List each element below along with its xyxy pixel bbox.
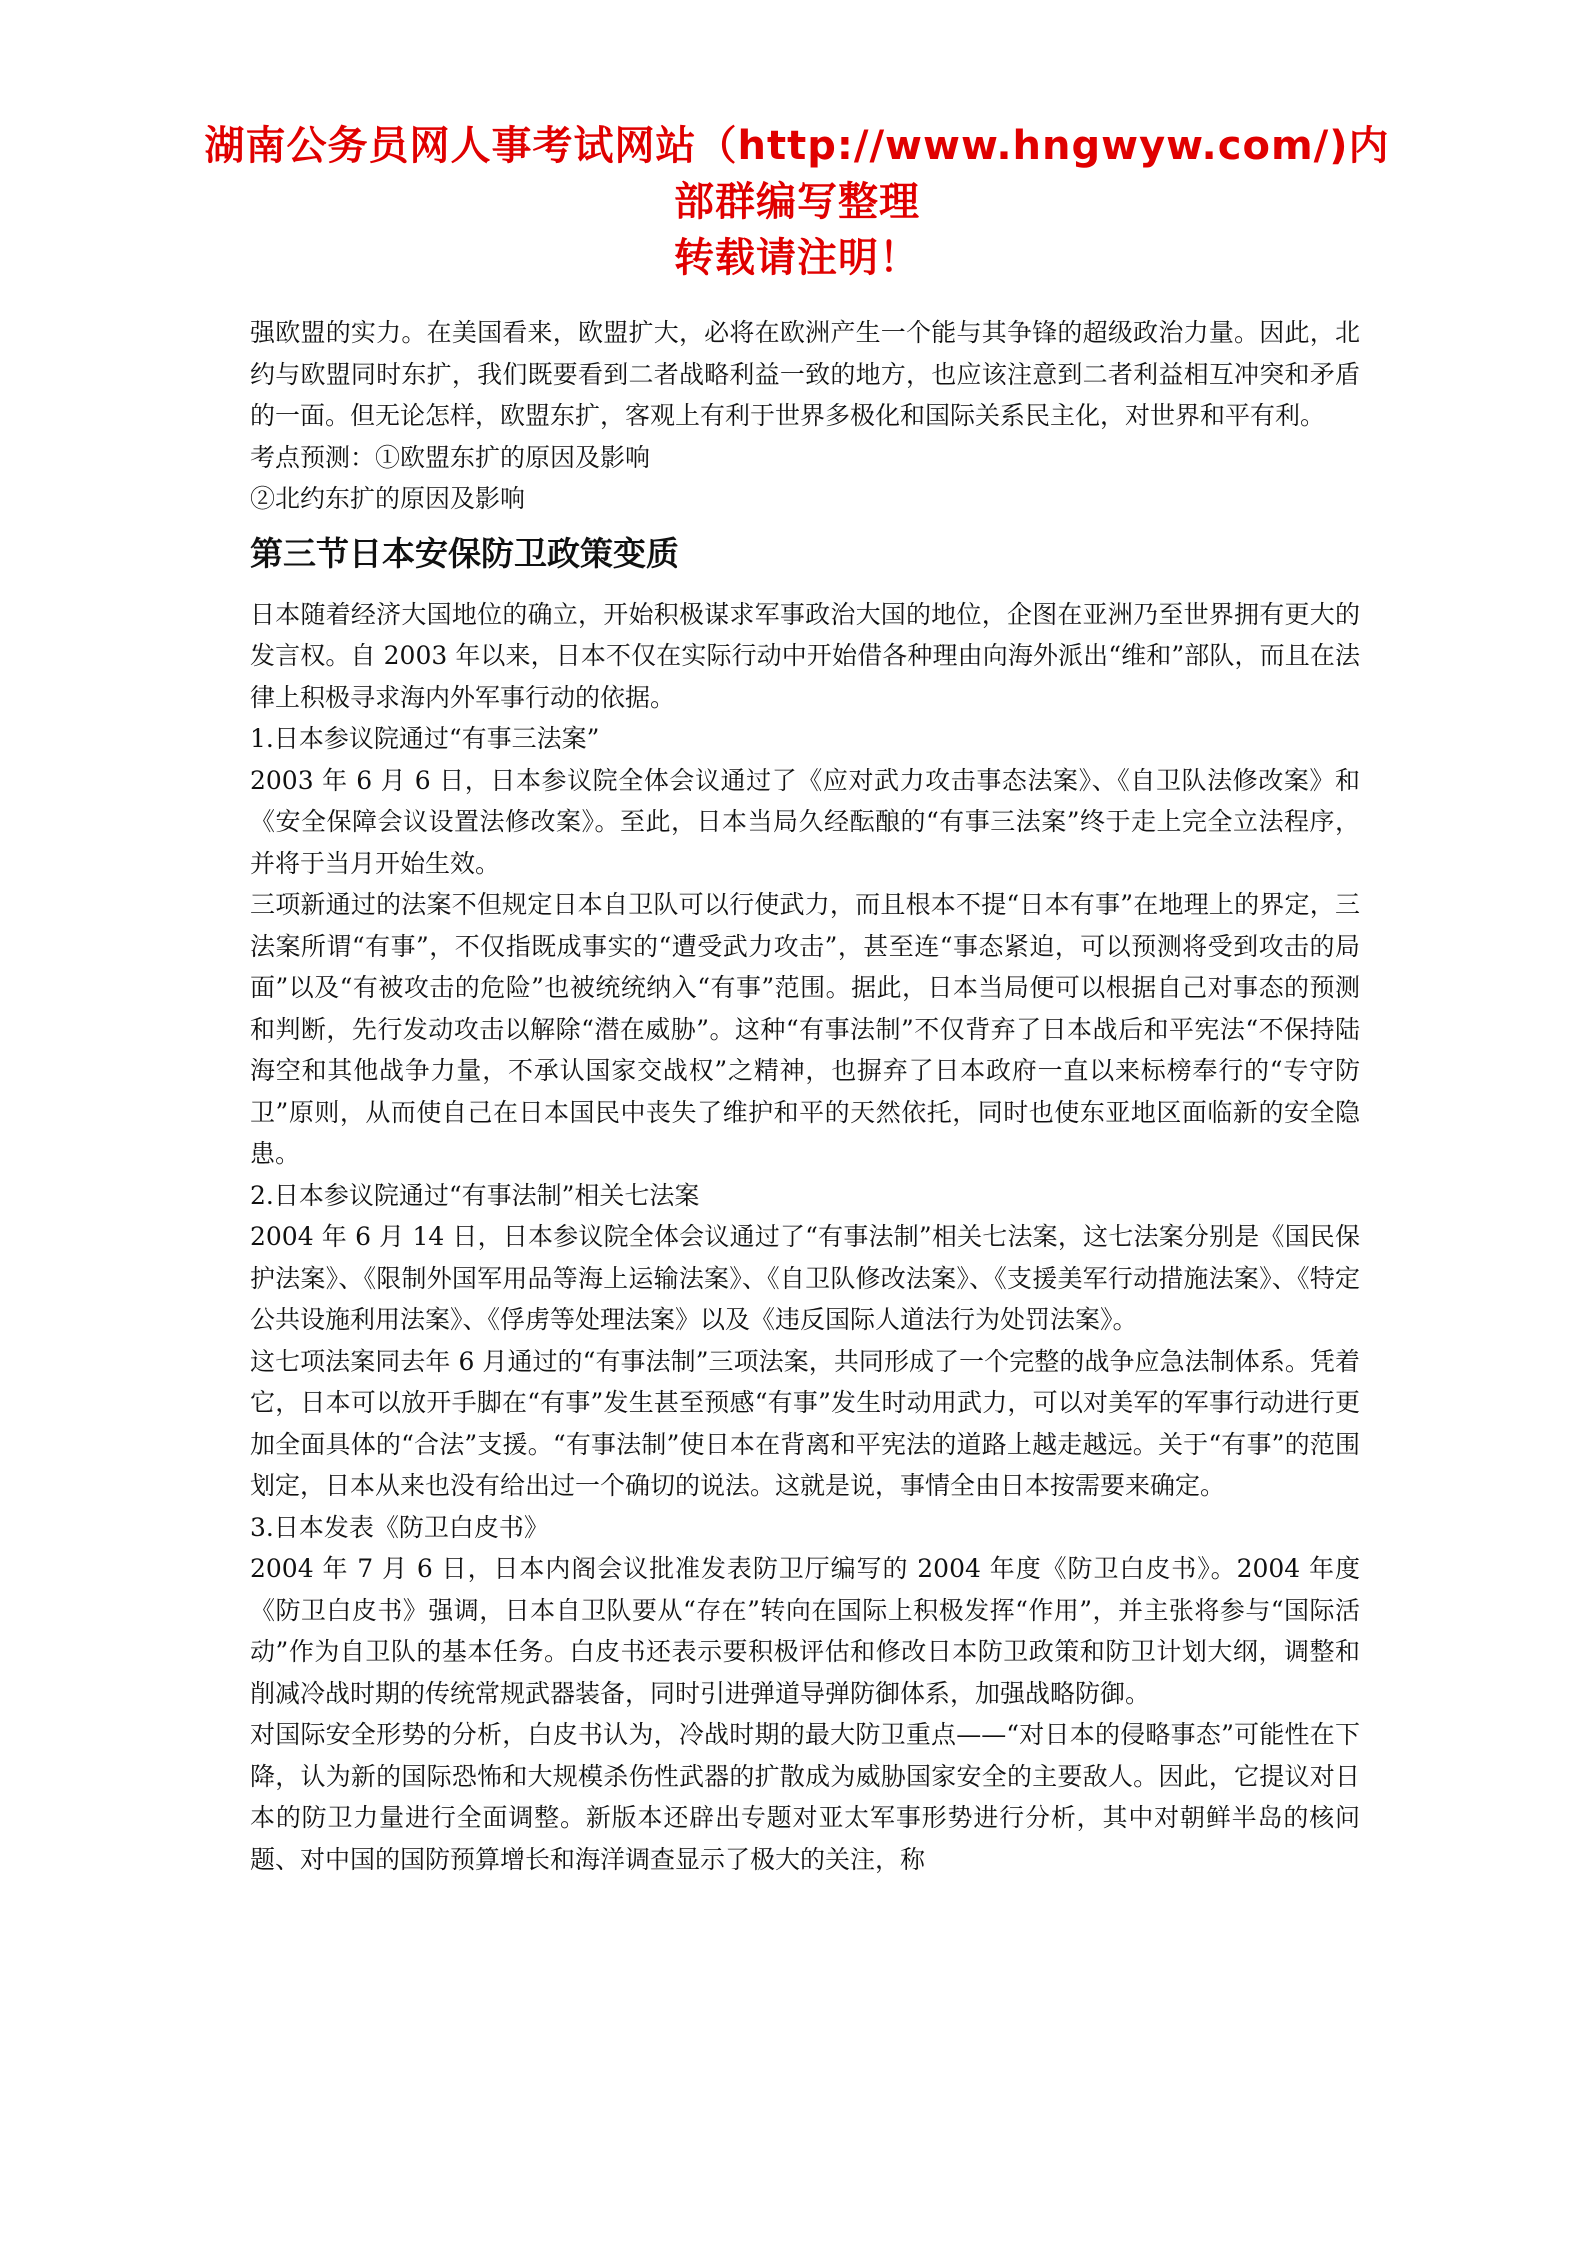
site-header xyxy=(200,118,1394,286)
item-2-paragraph-2: 这七项法案同去年 6 月通过的“有事法制”三项法案，共同形成了一个完整的战争应急法制体系。凭着它，日本可以放开手脚在“有事”发生甚至预感“有事”发生时动用武力，可以对美军的军事行动进行更加全面具体的“合法”支援。“有事法制”使日本在背离和平宪法的道路上越走越远。关于“有事”的范围划定，日本从来也没有给出过一个确切的说法。这就是说，事情全由日本按需要来确定。 xyxy=(250,1346,1360,1500)
section-title: 第三节日本安保防卫政策变质 xyxy=(250,533,679,573)
item-3-paragraph-2: 对国际安全形势的分析，白皮书认为，冷战时期的最大防卫重点——“对日本的侵略事态”可能性在下降，认为新的国际恐怖和大规模杀伤性武器的扩散成为威胁国家安全的主要敌人。因此，它提议对日本的防卫力量进行全面调整。新版本还辟出专题对亚太军事形势进行分析，其中对朝鲜半岛的核问题、对中国的国防预算增长和海洋调查显示了极大的关注，称 xyxy=(250,1720,1360,1874)
document-body xyxy=(250,312,1360,1880)
item-3-paragraph-1: 2004 年 7 月 6 日，日本内阁会议批准发表防卫厅编写的 2004 年度《防卫白皮书》。2004 年度《防卫白皮书》强调，日本自卫队要从“存在”转向在国际上积极发挥“作用”，并主张将参与“国际活动”作为自卫队的基本任务。白皮书还表示要积极评估和修改日本防卫政策和防卫计划大纲，调整和削减冷战时期的传统常规武器装备，同时引进弹道导弹防御体系，加强战略防御。 xyxy=(250,1554,1360,1708)
item-heading-1: 1.日本参议院通过“有事三法案” xyxy=(250,724,600,753)
header-line-3: 转载请注明！ xyxy=(674,235,920,281)
item-heading-3: 3.日本发表《防卫白皮书》 xyxy=(250,1512,549,1542)
exam-points-line-1: 考点预测：①欧盟东扩的原因及影响 xyxy=(250,442,651,472)
section-intro: 日本随着经济大国地位的确立，开始积极谋求军事政治大国的地位，企图在亚洲乃至世界拥有更大的发言权。自 2003 年以来，日本不仅在实际行动中开始借各种理由向海外派出“维和”部队，而且在法律上积极寻求海内外军事行动的依据。 xyxy=(250,599,1360,712)
intro-paragraph: 强欧盟的实力。在美国看来，欧盟扩大，必将在欧洲产生一个能与其争锋的超级政治力量。因此，北约与欧盟同时东扩，我们既要看到二者战略利益一致的地方，也应该注意到二者利益相互冲突和矛盾的一面。但无论怎样，欧盟东扩，客观上有利于世界多极化和国际关系民主化，对世界和平有利。 xyxy=(250,318,1360,430)
exam-points-line-2: ②北约东扩的原因及影响 xyxy=(250,484,526,513)
item-1-paragraph-2: 三项新通过的法案不但规定日本自卫队可以行使武力，而且根本不提“日本有事”在地理上的界定，三法案所谓“有事”，不仅指既成事实的“遭受武力攻击”，甚至连“事态紧迫，可以预测将受到攻击的局面”以及“有被攻击的危险”也被统统纳入“有事”范围。据此，日本当局便可以根据自己对事态的预测和判断，先行发动攻击以解除“潜在威胁”。这种“有事法制”不仅背弃了日本战后和平宪法“不保持陆海空和其他战争力量，不承认国家交战权”之精神，也摒弃了日本政府一直以来标榜奉行的“专守防卫”原则，从而使自己在日本国民中丧失了维护和平的天然依托，同时也使东亚地区面临新的安全隐患。 xyxy=(250,890,1360,1168)
item-heading-2: 2.日本参议院通过“有事法制”相关七法案 xyxy=(250,1180,700,1210)
header-line-2: 部群编写整理 xyxy=(674,179,920,225)
item-2-paragraph-1: 2004 年 6 月 14 日，日本参议院全体会议通过了“有事法制”相关七法案，这七法案分别是《国民保护法案》、《限制外国军用品等海上运输法案》、《自卫队修改法案》、《支援美军行动措施法案》、《特定公共设施利用法案》、《俘虏等处理法案》以及《违反国际人道法行为处罚法案》。 xyxy=(250,1222,1360,1334)
item-1-paragraph-1: 2003 年 6 月 6 日，日本参议院全体会议通过了《应对武力攻击事态法案》、《自卫队法修改案》和《安全保障会议设置法修改案》。至此，日本当局久经酝酿的“有事三法案”终于走上完全立法程序，并将于当月开始生效。 xyxy=(250,765,1360,878)
header-line-1: 湖南公务员网人事考试网站（http://www.hngwyw.com/)内 xyxy=(204,123,1390,169)
